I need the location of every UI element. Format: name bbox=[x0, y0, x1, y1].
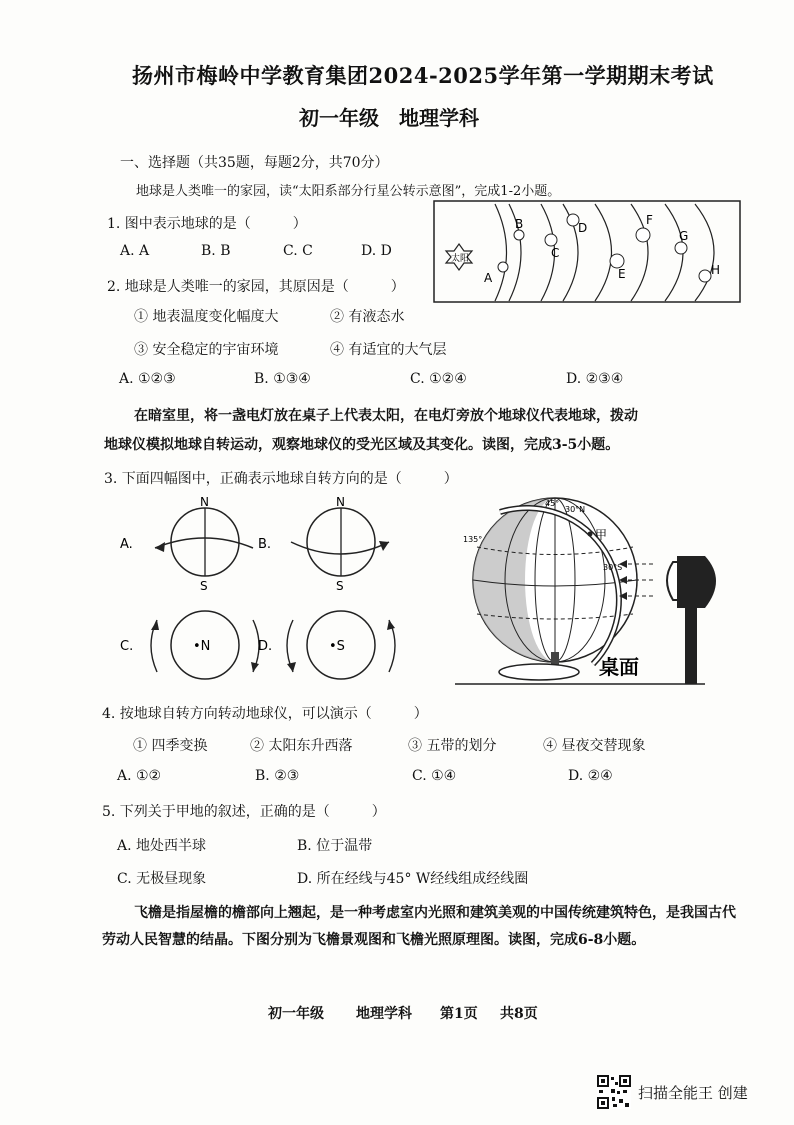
arrow-icon bbox=[287, 662, 296, 672]
lat-label-45: 45° bbox=[545, 499, 560, 508]
q4-option-d[interactable]: D. ②④ bbox=[568, 768, 613, 784]
jia-label: 甲 bbox=[595, 528, 608, 542]
planet-g-label: G bbox=[679, 229, 689, 243]
planet-e-label: E bbox=[618, 267, 626, 281]
q4-option-b[interactable]: B. ②③ bbox=[255, 768, 300, 784]
q3-label-d: D. bbox=[258, 639, 273, 654]
q3-label-b: B. bbox=[258, 537, 272, 552]
planet-f-label: F bbox=[646, 213, 653, 227]
q2-item-1: ① 地表温度变化幅度大 bbox=[134, 309, 279, 325]
q1-option-d[interactable]: D. D bbox=[361, 243, 392, 259]
q5-stem: 5. 下列关于甲地的叙述，正确的是（ ） bbox=[102, 804, 386, 820]
q2-option-c[interactable]: C. ①②④ bbox=[410, 371, 467, 387]
desk-label: 桌面 bbox=[599, 655, 639, 679]
lat-label-30s: 30°S bbox=[603, 563, 623, 572]
q2-option-b[interactable]: B. ①③④ bbox=[254, 371, 311, 387]
q4-stem: 4. 按地球自转方向转动地球仪，可以演示（ ） bbox=[102, 706, 428, 722]
q3-b-north: N bbox=[336, 495, 345, 509]
q3-label-c: C. bbox=[120, 639, 134, 654]
q4-item-1: ① 四季变换 bbox=[133, 738, 208, 754]
q4-item-3: ③ 五带的划分 bbox=[408, 738, 497, 754]
q3-c-center: •N bbox=[193, 639, 211, 654]
point-jia bbox=[588, 532, 593, 537]
intro-q6-8: 飞檐是指屋檐的檐部向上翘起，是一种考虑室内光照和建筑美观的中国传统建筑特色，是我国古代劳动人民智慧的结晶。下图分别为飞檐景观图和飞檐光照原理图。读图，完成6-8小题。 bbox=[102, 905, 736, 948]
q4-item-4: ④ 昼夜交替现象 bbox=[543, 738, 646, 754]
q3-label-a: A. bbox=[120, 537, 133, 552]
sun-label: 太阳 bbox=[451, 254, 470, 264]
lat-label-30n: 30°N bbox=[565, 505, 586, 514]
q4-item-2: ② 太阳东升西落 bbox=[250, 738, 353, 754]
planet-b-label: B bbox=[515, 217, 524, 231]
q4-option-a[interactable]: A. ①② bbox=[117, 768, 162, 784]
footer-page: 第1页 bbox=[440, 1006, 478, 1022]
q2-option-a[interactable]: A. ①②③ bbox=[119, 371, 176, 387]
planet-c bbox=[545, 234, 557, 246]
q1-option-a[interactable]: A. A bbox=[120, 243, 150, 259]
planet-f bbox=[636, 228, 650, 242]
q1-option-b[interactable]: B. B bbox=[201, 243, 231, 259]
lat-label-135: 135° bbox=[463, 535, 483, 544]
q2-option-d[interactable]: D. ②③④ bbox=[566, 371, 624, 387]
planet-g bbox=[675, 242, 687, 254]
q2-item-2: ② 有液态水 bbox=[330, 309, 405, 325]
q3-a-south: S bbox=[200, 579, 208, 593]
q1-option-c[interactable]: C. C bbox=[283, 243, 313, 259]
solar-system-figure bbox=[433, 200, 741, 304]
planet-h bbox=[699, 270, 711, 282]
planet-c-label: C bbox=[551, 246, 560, 260]
scanner-watermark: 扫描全能王 创建 bbox=[638, 1084, 748, 1102]
rotation-direction-figure bbox=[115, 490, 415, 690]
sun-icon bbox=[446, 244, 472, 270]
planet-a-label: A bbox=[484, 271, 493, 285]
intro-q3-5-line2: 地球仪模拟地球自转运动，观察地球仪的受光区域及其变化。读图，完成3-5小题。 bbox=[104, 437, 620, 453]
intro-q1-2: 地球是人类唯一的家园，读“太阳系部分行星公转示意图”，完成1-2小题。 bbox=[136, 184, 561, 199]
planet-d-label: D bbox=[578, 221, 588, 235]
arrow-icon bbox=[151, 620, 159, 630]
q5-option-c[interactable]: C. 无极昼现象 bbox=[117, 871, 207, 887]
footer-total: 共8页 bbox=[500, 1006, 538, 1022]
q5-option-a[interactable]: A. 地处西半球 bbox=[117, 838, 207, 854]
planet-b bbox=[514, 230, 524, 240]
section-heading: 一、选择题（共35题，每题2分，共70分） bbox=[120, 155, 389, 171]
q3-a-north: N bbox=[200, 495, 209, 509]
qr-code-icon bbox=[597, 1075, 631, 1109]
q4-option-c[interactable]: C. ①④ bbox=[412, 768, 457, 784]
arrow-icon bbox=[387, 620, 395, 630]
q3-d-center: •S bbox=[329, 639, 345, 654]
planet-h-label: H bbox=[711, 263, 721, 277]
q5-option-d[interactable]: D. 所在经线与45° W经线组成经线圈 bbox=[297, 871, 529, 887]
q3-stem: 3. 下面四幅图中，正确表示地球自转方向的是（ ） bbox=[104, 471, 458, 487]
footer-grade: 初一年级 bbox=[268, 1006, 324, 1022]
arrow-icon bbox=[251, 662, 259, 672]
exam-title: 扬州市梅岭中学教育集团2024-2025学年第一学期期末考试 bbox=[132, 63, 714, 88]
q2-item-3: ③ 安全稳定的宇宙环境 bbox=[134, 342, 279, 358]
planet-e bbox=[610, 254, 624, 268]
exam-subtitle: 初一年级 地理学科 bbox=[299, 106, 479, 130]
globe-lamp-figure bbox=[455, 492, 740, 688]
planet-a bbox=[498, 262, 508, 272]
intro-q3-5-line1: 在暗室里，将一盏电灯放在桌子上代表太阳，在电灯旁放个地球仪代表地球，拨动 bbox=[134, 408, 638, 424]
q2-stem: 2. 地球是人类唯一的家园，其原因是（ ） bbox=[107, 279, 405, 295]
q5-option-b[interactable]: B. 位于温带 bbox=[297, 838, 373, 854]
q3-b-south: S bbox=[336, 579, 344, 593]
q1-stem: 1. 图中表示地球的是（ ） bbox=[107, 216, 307, 232]
footer-subject: 地理学科 bbox=[356, 1006, 412, 1022]
q2-item-4: ④ 有适宜的大气层 bbox=[330, 342, 447, 358]
lamp-icon bbox=[667, 556, 716, 684]
